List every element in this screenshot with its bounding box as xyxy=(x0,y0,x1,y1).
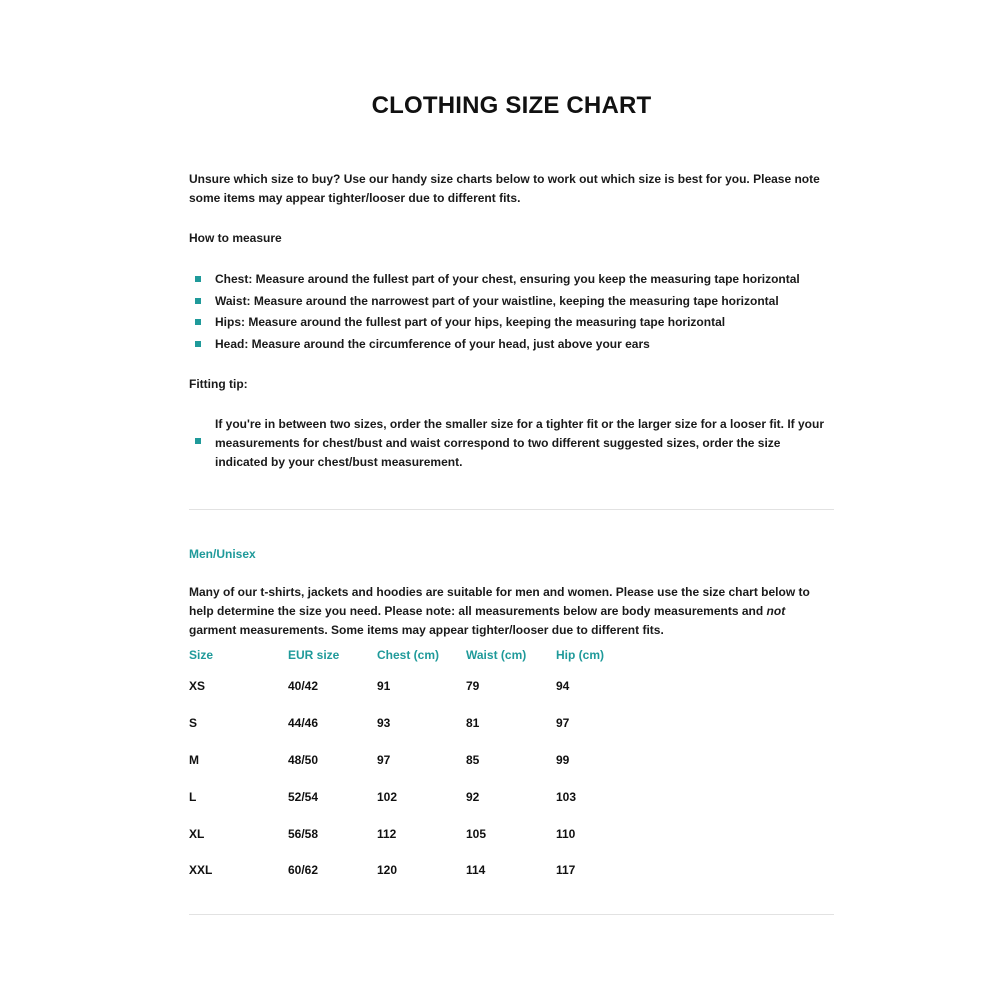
cell-size: XL xyxy=(189,826,205,841)
cell-chest: 97 xyxy=(377,752,391,767)
intro-text: Unsure which size to buy? Use our handy size charts below to work out which size is best for you. Please note some items may appear tighter/looser due to different fits. xyxy=(189,172,820,205)
cell-size: M xyxy=(189,752,199,767)
men-description xyxy=(189,583,834,640)
cell-size: S xyxy=(189,716,198,731)
header-hip: Hip (cm) xyxy=(556,648,604,662)
cell-chest: 120 xyxy=(377,863,398,878)
table-row xyxy=(189,742,646,779)
cell-chest: 112 xyxy=(377,826,397,841)
cell-chest: 93 xyxy=(377,716,391,731)
measure-item-waist xyxy=(189,291,834,313)
section-title-men: Men/Unisex xyxy=(189,547,256,561)
cell-eur: 60/62 xyxy=(288,863,319,878)
measure-item-text: Head: Measure around the circumference of your head, just above your ears xyxy=(215,336,650,351)
men-desc-emphasis: not xyxy=(766,604,786,618)
table-row xyxy=(189,852,646,889)
measure-item-text: Chest: Measure around the fullest part of your chest, ensuring you keep the measuring tape horizontal xyxy=(215,272,800,286)
fitting-tip-text: If you're in between two sizes, order the smaller size for a tighter fit or the larger size for a looser fit. If your measurements for chest/bust and waist correspond to two different suggested sizes, order the size indicated by your chest/bust measurement. xyxy=(215,417,824,469)
header-size: Size xyxy=(189,648,214,662)
cell-waist: 114 xyxy=(466,863,486,878)
section-divider xyxy=(189,509,834,510)
how-to-measure-label: How to measure xyxy=(189,231,282,245)
men-size-table xyxy=(189,648,646,889)
cell-waist: 81 xyxy=(466,716,480,731)
cell-hip: 97 xyxy=(556,716,570,731)
cell-eur: 44/46 xyxy=(288,716,319,731)
measure-item-hips xyxy=(189,312,834,334)
table-row xyxy=(189,705,646,742)
measure-item-text: Waist: Measure around the narrowest part of your waistline, keeping the measuring tape horizontal xyxy=(215,293,779,308)
square-bullet-icon xyxy=(195,298,201,304)
square-bullet-icon xyxy=(195,319,201,325)
square-bullet-icon xyxy=(195,438,201,444)
measure-list xyxy=(189,269,834,355)
table-row xyxy=(189,778,646,815)
fitting-tip-item xyxy=(189,415,834,472)
fitting-tip-list xyxy=(189,415,834,472)
section-divider xyxy=(189,914,834,915)
cell-waist: 85 xyxy=(466,752,480,767)
cell-hip: 110 xyxy=(556,826,576,841)
measure-item-head xyxy=(189,334,834,356)
cell-eur: 48/50 xyxy=(288,752,319,767)
table-row xyxy=(189,668,646,705)
men-desc-part2: garment measurements. Some items may appear tighter/looser due to different fits. xyxy=(189,623,664,637)
cell-hip: 103 xyxy=(556,789,577,804)
cell-hip: 94 xyxy=(556,679,570,694)
table-header-row xyxy=(189,648,646,668)
square-bullet-icon xyxy=(195,341,201,347)
cell-size: XS xyxy=(189,679,206,694)
men-desc-part1: Many of our t-shirts, jackets and hoodies are suitable for men and women. Please use the size chart below to help determine the size you need. Please note: all measurements below are body measurements and xyxy=(189,585,810,618)
cell-eur: 52/54 xyxy=(288,789,319,804)
cell-waist: 79 xyxy=(466,679,480,694)
cell-eur: 56/58 xyxy=(288,826,319,841)
cell-hip: 99 xyxy=(556,752,570,767)
measure-item-chest xyxy=(189,269,834,291)
cell-waist: 105 xyxy=(466,826,487,841)
table-row xyxy=(189,815,646,852)
header-chest: Chest (cm) xyxy=(377,648,440,662)
measure-item-text: Hips: Measure around the fullest part of your hips, keeping the measuring tape horizontal xyxy=(215,315,726,329)
cell-chest: 91 xyxy=(377,679,391,694)
square-bullet-icon xyxy=(195,276,201,282)
cell-size: XXL xyxy=(189,863,213,878)
header-eur-size: EUR size xyxy=(288,648,340,662)
cell-waist: 92 xyxy=(466,789,480,804)
cell-size: L xyxy=(189,789,197,804)
cell-hip: 117 xyxy=(556,863,576,878)
header-waist: Waist (cm) xyxy=(466,648,527,662)
page-title: CLOTHING SIZE CHART xyxy=(371,92,652,119)
cell-chest: 102 xyxy=(377,789,398,804)
fitting-tip-label: Fitting tip: xyxy=(189,377,248,391)
cell-eur: 40/42 xyxy=(288,679,319,694)
